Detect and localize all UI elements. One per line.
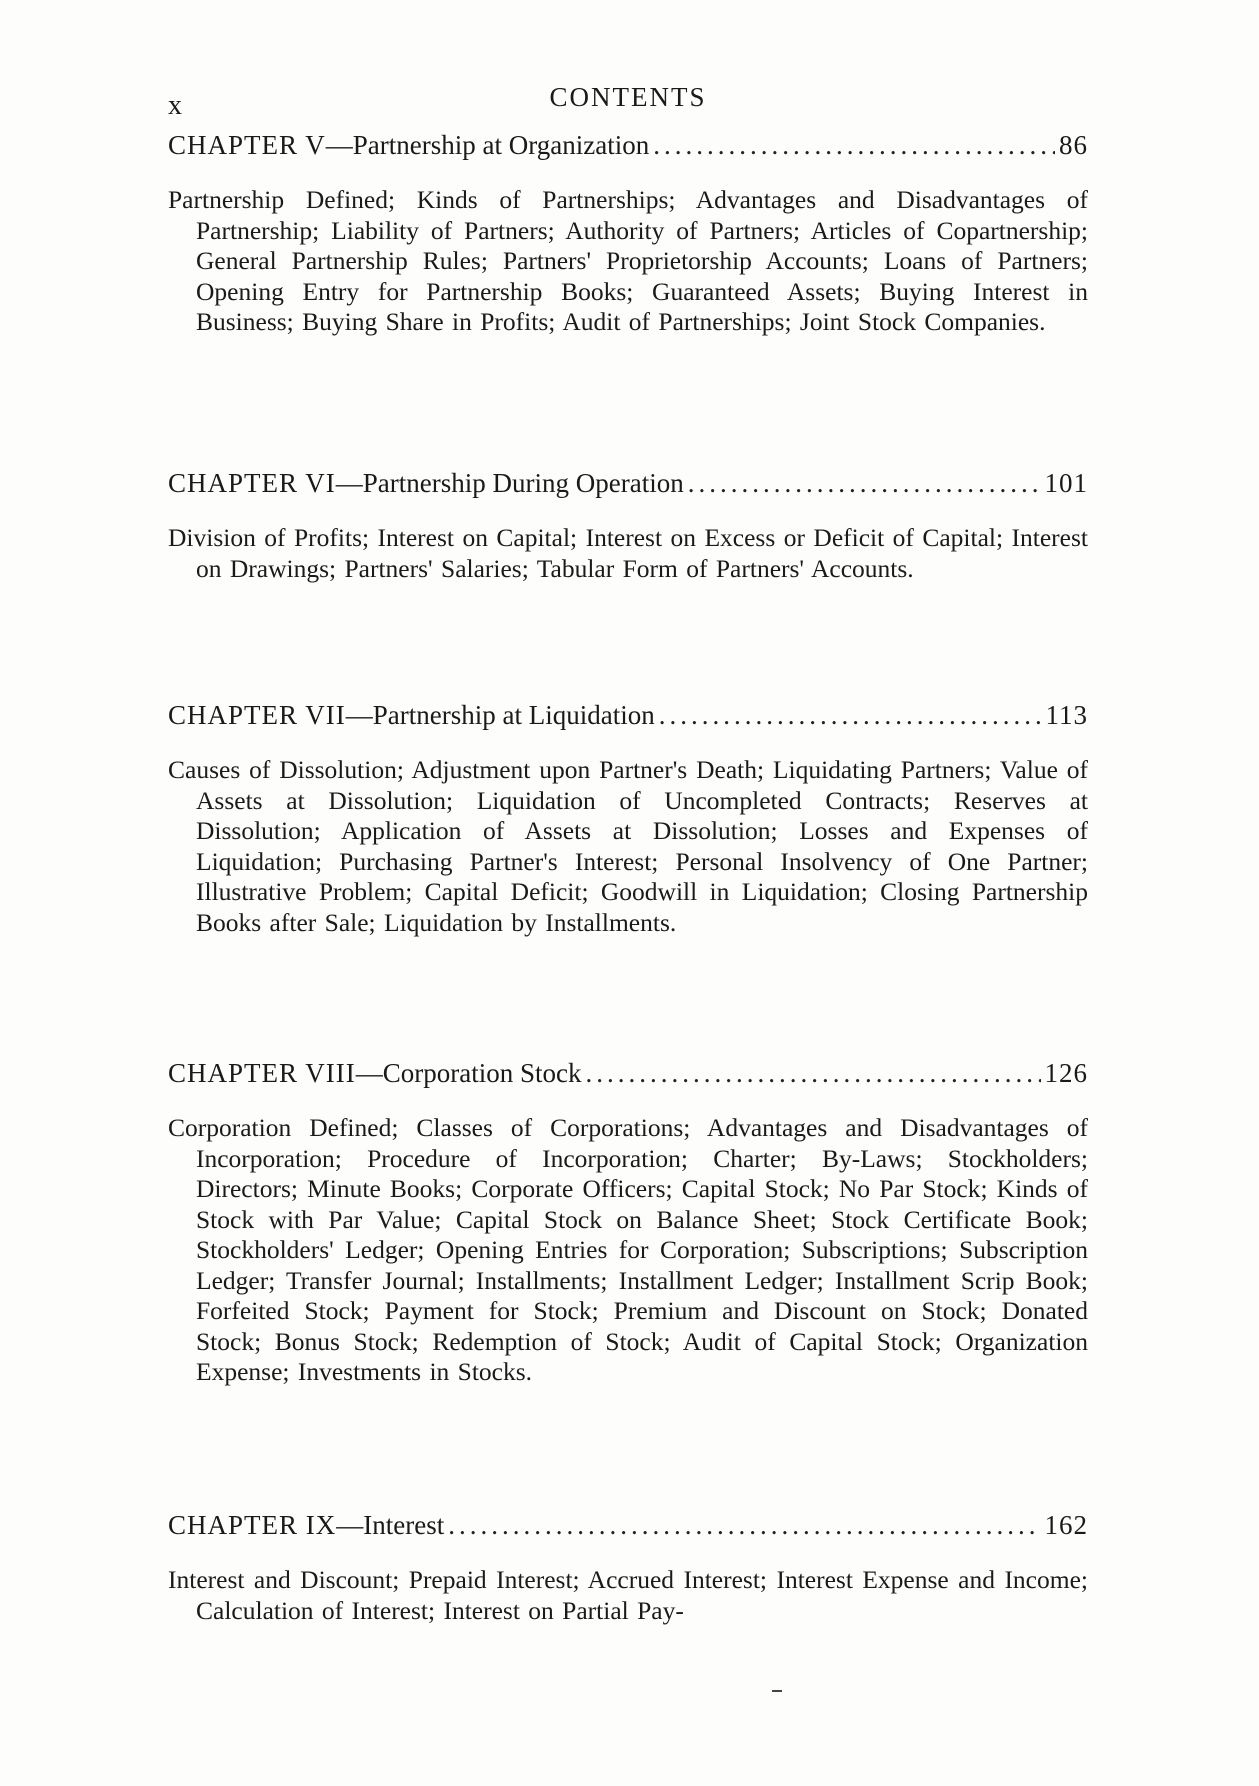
chapter-title: Partnership at Liquidation xyxy=(372,700,655,730)
running-title: CONTENTS xyxy=(549,82,707,112)
dot-leader xyxy=(653,130,1055,161)
dot-leader xyxy=(659,700,1042,731)
footer-mark xyxy=(772,1690,782,1692)
chapter-summary: Causes of Dissolution; Adjustment upon Partner's Death; Liquidating Partners; Value of Assets at Dissolution; Liquidation of Uncompleted Contracts; Reserves at Dissolution; Application of Assets at Dissolution; Losses and Expenses of Liquidation; Purchasing Partner's Interest; Personal Insolvency of One Partner; Illustrative Problem; Capital Deficit; Goodwill in Liquidation; Closing Partnership Books after Sale; Liquidation by Installments. xyxy=(168,755,1088,937)
chapter-entry xyxy=(168,1058,1088,1388)
chapter-dash: — xyxy=(336,1510,364,1540)
chapter-page: 113 xyxy=(1045,700,1088,730)
chapter-dash: — xyxy=(325,130,353,160)
dot-leader xyxy=(448,1510,1040,1541)
chapter-label: CHAPTER VI xyxy=(168,468,336,498)
chapter-entry xyxy=(168,130,1088,338)
chapter-title: Corporation Stock xyxy=(382,1058,582,1088)
chapter-entry xyxy=(168,468,1088,584)
chapter-heading xyxy=(168,700,1088,731)
chapter-title: Partnership at Organization xyxy=(352,130,650,160)
chapter-summary: Partnership Defined; Kinds of Partnerships; Advantages and Disadvantages of Partnership; Liability of Partners; Authority of Partners; Articles of Copartnership; General Partnership Rules; Partners' Proprietorship Accounts; Loans of Partners; Opening Entry for Partnership Books; Guaranteed Assets; Buying Interest in Business; Buying Share in Profits; Audit of Partnerships; Joint Stock Companies. xyxy=(168,185,1088,336)
chapter-page: 162 xyxy=(1044,1510,1088,1540)
chapter-summary: Interest and Discount; Prepaid Interest; Accrued Interest; Interest Expense and Income; Calculation of Interest; Interest on Partial Pay- xyxy=(168,1565,1088,1625)
chapter-entry xyxy=(168,1510,1088,1626)
chapter-label: CHAPTER IX xyxy=(168,1510,337,1540)
chapter-summary: Division of Profits; Interest on Capital; Interest on Excess or Deficit of Capital; Interest on Drawings; Partners' Salaries; Tabular Form of Partners' Accounts. xyxy=(168,523,1088,583)
chapter-dash: — xyxy=(345,700,373,730)
chapter-dash: — xyxy=(335,468,363,498)
dot-leader xyxy=(586,1058,1041,1089)
chapter-label: CHAPTER V xyxy=(168,130,326,160)
chapter-page: 101 xyxy=(1044,468,1088,498)
page-header xyxy=(168,80,1088,120)
chapter-summary: Corporation Defined; Classes of Corporations; Advantages and Disadvantages of Incorporation; Procedure of Incorporation; Charter; By-Laws; Stockholders; Directors; Minute Books; Corporate Officers; Capital Stock; No Par Stock; Kinds of Stock with Par Value; Capital Stock on Balance Sheet; Stock Certificate Book; Stockholders' Ledger; Opening Entries for Corporation; Subscriptions; Subscription Ledger; Transfer Journal; Installments; Installment Ledger; Installment Scrip Book; Forfeited Stock; Payment for Stock; Premium and Discount on Stock; Donated Stock; Bonus Stock; Redemption of Stock; Audit of Capital Stock; Organization Expense; Investments in Stocks. xyxy=(168,1113,1088,1386)
chapter-heading xyxy=(168,1058,1088,1089)
chapter-title: Partnership During Operation xyxy=(362,468,684,498)
chapter-heading xyxy=(168,1510,1088,1541)
chapter-label: CHAPTER VIII xyxy=(168,1058,356,1088)
chapter-page: 126 xyxy=(1044,1058,1088,1088)
chapter-dash: — xyxy=(355,1058,383,1088)
dot-leader xyxy=(688,468,1041,499)
chapter-heading xyxy=(168,468,1088,499)
chapter-heading xyxy=(168,130,1088,161)
chapter-label: CHAPTER VII xyxy=(168,700,346,730)
chapter-page: 86 xyxy=(1059,130,1088,160)
page-number: x xyxy=(168,90,183,121)
chapter-entry xyxy=(168,700,1088,938)
chapter-title: Interest xyxy=(363,1510,445,1540)
